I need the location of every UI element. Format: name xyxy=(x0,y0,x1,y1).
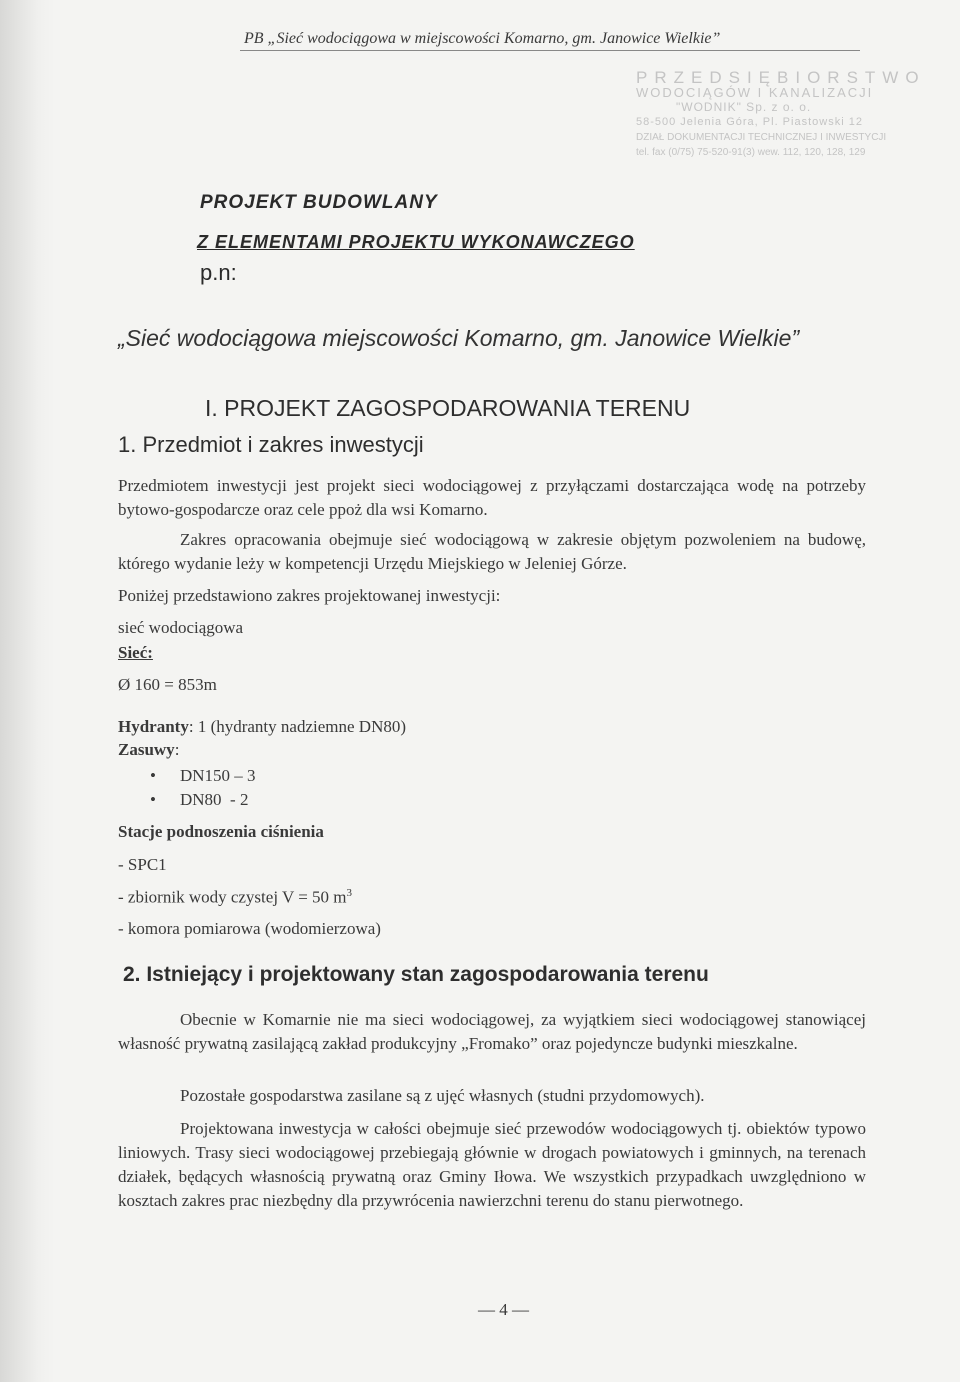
project-title: „Sieć wodociągowa miejscowości Komarno, gm. Janowice Wielkie” xyxy=(118,325,800,351)
scan-edge-shadow xyxy=(0,0,55,1382)
spc-item: - SPC1 xyxy=(118,855,167,874)
zbiornik-sup: 3 xyxy=(346,887,353,899)
stamp-line-3: "WODNIK" Sp. z o. o. xyxy=(676,100,812,114)
hydranty-label: Hydranty xyxy=(118,717,189,736)
hydranty-value: : 1 (hydranty nadziemne DN80) xyxy=(188,717,407,736)
doc-type-line-1: PROJEKT BUDOWLANY xyxy=(200,192,438,213)
siec-heading: Sieć: xyxy=(118,643,153,662)
stacje-heading: Stacje podnoszenia ciśnienia xyxy=(118,822,324,841)
company-stamp xyxy=(636,68,926,185)
zbiornik-text: - zbiornik wody czystej V = 50 m xyxy=(118,887,347,907)
paragraph-6: Projektowana inwestycja w całości obejmuje sieć przewodów wodociągowych tj. obiektów typowo liniowych. Trasy sieci wodociągowej przebiegają głównie w drogach powiatowych i gminnych, na terenach działek, będących własnością prywatną oraz Gminy Iłowa. We wszystkich przypadkach uwzględniono w kosztach zakres prac niezbędny dla przywrócenia nawierzchni terenu do stanu pierwotnego. xyxy=(118,1119,866,1210)
stamp-line-5: DZIAŁ DOKUMENTACJI TECHNICZNEJ I INWESTYCJI xyxy=(636,132,887,143)
section-title: I. PROJEKT ZAGOSPODAROWANIA TERENU xyxy=(205,395,691,421)
stamp-line-2: WODOCIĄGÓW I KANALIZACJI xyxy=(636,85,874,100)
hydranty-row xyxy=(118,717,406,737)
stamp-line-4: 58-500 Jelenia Góra, Pl. Piastowski 12 xyxy=(636,116,863,128)
network-label: sieć wodociągowa xyxy=(118,618,244,637)
zasuwy-item-2: DN80 - 2 xyxy=(180,790,249,809)
komora-item: - komora pomiarowa (wodomierzowa) xyxy=(118,919,381,938)
page-number: — 4 — xyxy=(478,1300,529,1319)
paragraph-1: Przedmiotem inwestycji jest projekt sieci wodociągowej z przyłączami dostarczająca wodę na potrzeby bytowo-gospodarcze oraz cele ppoż dla wsi Komarno. xyxy=(118,476,866,519)
paragraph-3: Poniżej przedstawiono zakres projektowanej inwestycji: xyxy=(118,586,501,605)
siec-value: Ø 160 = 853m xyxy=(118,675,217,694)
zasuwy-label: Zasuwy xyxy=(118,740,175,759)
zasuwy-row xyxy=(118,740,179,760)
zasuwy-item-1: DN150 – 3 xyxy=(180,766,256,785)
paragraph-4: Obecnie w Komarnie nie ma sieci wodociągowej, za wyjątkiem sieci wodociągowej stanowiącej własność prywatną zasilającą zakład produkcyjny „Fromako” oraz pojedyncze budynki mieszkalne. xyxy=(118,1010,866,1053)
heading-2: 2. Istniejący i projektowany stan zagospodarowania terenu xyxy=(123,963,709,986)
paragraph-5: Pozostałe gospodarstwa zasilane są z ujęć własnych (studni przydomowych). xyxy=(180,1086,705,1105)
zbiornik-item xyxy=(118,887,352,908)
heading-1: 1. Przedmiot i zakres inwestycji xyxy=(118,432,424,457)
stamp-line-6: tel. fax (0/75) 75-520-91(3) wew. 112, 120, 128, 129 xyxy=(636,147,866,158)
bullet-icon: • xyxy=(150,790,156,809)
bullet-icon: • xyxy=(150,766,156,785)
page-header: PB „Sieć wodociągowa w miejscowości Komarno, gm. Janowice Wielkie” xyxy=(244,30,721,47)
stamp-line-1: PRZEDSIĘBIORSTWO xyxy=(636,68,926,87)
paragraph-2: Zakres opracowania obejmuje sieć wodociągową w zakresie objętym pozwoleniem na budowę, którego wydanie leży w kompetencji Urzędu Miejskiego w Jeleniej Górze. xyxy=(118,530,866,573)
pn-label: p.n: xyxy=(200,260,237,285)
doc-type-line-2: Z ELEMENTAMI PROJEKTU WYKONAWCZEGO xyxy=(197,232,635,252)
zasuwy-colon: : xyxy=(174,740,180,759)
header-divider xyxy=(240,50,860,51)
